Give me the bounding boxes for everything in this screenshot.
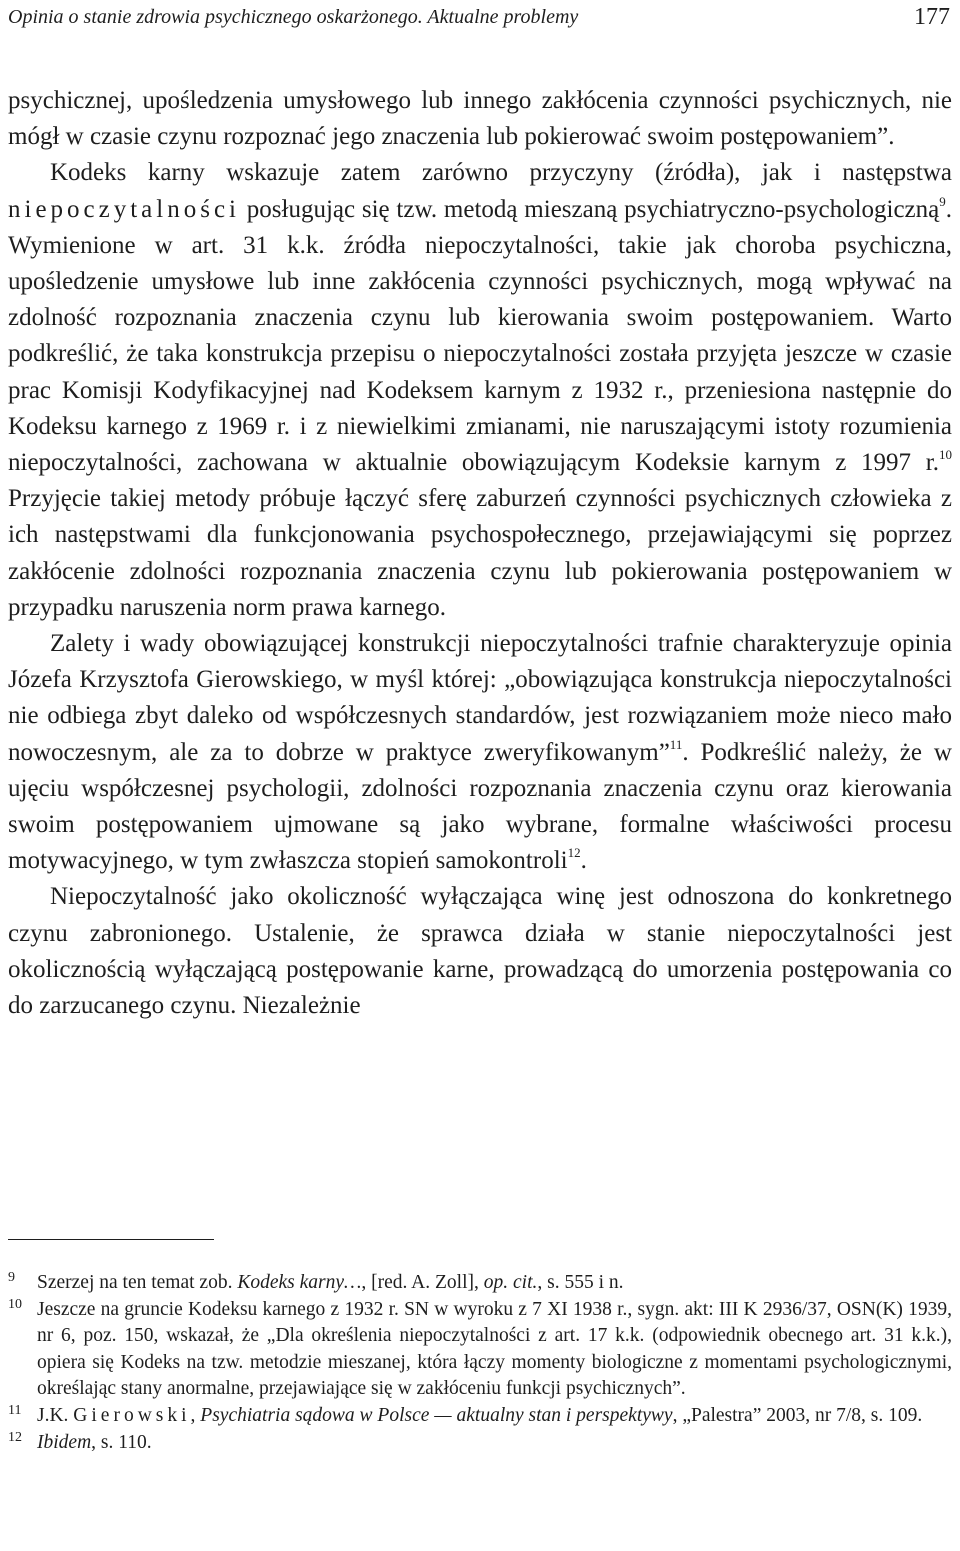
footnote-9-text-a: Szerzej na ten temat zob. (37, 1272, 238, 1293)
footnote-ref-10[interactable]: 10 (939, 447, 952, 463)
paragraph-3-text-b: . Podkreślić należy, że w ujęciu współczesnej psychologii, zdolności rozpoznania znaczenia czynu oraz kierowania swoim postępowaniem ujmowane są jako wybrane, formalne właściwości procesu motywacyjnego, w tym zwłaszcza stopień samokontroli (8, 738, 952, 875)
footnote-11-text-c: , „Palestra” 2003, nr 7/8, s. 109. (672, 1404, 923, 1426)
footnote-10 (8, 1297, 952, 1403)
paragraph-2-text-b: posługując się tzw. metodą mieszaną psychiatryczno-psychologiczną (240, 195, 940, 223)
footnote-11 (8, 1403, 952, 1430)
footnote-11-work-title: Psychiatria sądowa w Polsce — aktualny stan i perspektywy (200, 1404, 673, 1426)
paragraph-1 (8, 83, 952, 155)
footnote-ref-9[interactable]: 9 (939, 193, 946, 209)
paragraph-1-text: psychicznej, upośledzenia umysłowego lub innego zakłócenia czynności psychicznych, nie mógł w czasie czynu rozpoznać jego znaczenia lub pokierować swoim postępowaniem”. (8, 87, 952, 151)
paragraph-3 (8, 626, 952, 879)
paragraph-4 (8, 879, 952, 1024)
footnote-text (37, 1272, 624, 1293)
paragraph-2-text-a: Kodeks karny wskazuje zatem zarówno przyczyny (źródła), jak i następstwa (50, 159, 952, 187)
footnote-text (37, 1405, 922, 1426)
footnote-9-op-cit: op. cit. (483, 1272, 538, 1293)
footnote-12-text-a: , s. 110. (91, 1431, 152, 1453)
footnote-12-ibidem: Ibidem (37, 1431, 92, 1453)
footnote-12 (8, 1430, 952, 1457)
footnote-number: 9 (8, 1270, 15, 1285)
body-text (8, 83, 952, 1024)
footnote-text: Jeszcze na gruncie Kodeksu karnego z 1932 r. SN w wyroku z 7 XI 1938 r., sygn. akt: III K 2936/37, OSN(K) 1939, nr 6, poz. 150, wskazał, że „Dla określenia niepoczytalności z art. 17 k.k. (odpowiednik obecnego art. 31 k.k.), opiera się Kodeks na tzw. metodzie mieszanej, która łączy momenty biologiczne z momentami psychologicznymi, określając stany anormalne, przejawiające się w zakłóceniu funkcji psychicznych”. (37, 1298, 952, 1400)
footnote-ref-12[interactable]: 12 (567, 845, 581, 861)
footnote-9 (8, 1270, 952, 1297)
paragraph-2-text-d: Przyjęcie takiej metody próbuje łączyć sferę zaburzeń czynności psychicznych człowieka z ich następstwami dla funkcjonowania psychospołecznego, przejawiającymi się poprzez zakłócenie zdolności rozpoznania znaczenia czynu lub pokierowania postępowaniem w przypadku naruszenia norm prawa karnego. (8, 485, 952, 621)
footnote-11-author: Gierowski (73, 1404, 191, 1426)
footnote-number: 11 (8, 1402, 22, 1418)
paragraph-2-text-c: . Wymienione w art. 31 k.k. źródła niepoczytalności, takie jak choroba psychiczna, upośledzenie umysłowe lub inne zakłócenia czynności psychicznych, mogą wpływać na zdolność rozpoznania znaczenia czynu lub kierowania swoim postępowaniem. Warto podkreślić, że taka konstrukcja przepisu o niepoczytalności została przyjęta jeszcze w czasie prac Komisji Kodyfikacyjnej nad Kodeksem karnym z 1932 r., przeniesiona następnie do Kodeksu karnego z 1969 r. i z niewielkimi zmianami, nie naruszającymi istoty rozumienia niepoczytalności, zachowana w aktualnie obowiązującym Kodeksie karnym z 1997 r. (8, 195, 952, 477)
paragraph-2 (8, 155, 952, 626)
footnote-9-citation-title: Kodeks karny… (237, 1272, 362, 1293)
footnote-9-text-b: , [red. A. Zoll], (361, 1272, 484, 1293)
footnote-text (37, 1432, 152, 1453)
paragraph-3-text-c: . (580, 847, 587, 875)
spaced-term: niepoczytalności (8, 195, 240, 223)
paragraph-3-text-a: Zalety i wady obowiązującej konstrukcji niepoczytalności trafnie charakteryzuje opinia Józefa Krzysztofa Gierowskiego, w myśl której: „obowiązująca konstrukcja niepoczytalności nie odbiega zbyt daleko od współczesnych standardów, jest rozwiązaniem może nieco mało nowoczesnym, ale za to dobrze w praktyce zweryfikowanym” (8, 630, 952, 766)
running-title: Opinia o stanie zdrowia psychicznego oskarżonego. Aktualne problemy (8, 6, 579, 28)
paragraph-4-text: Niepoczytalność jako okoliczność wyłączająca winę jest odnoszona do konkretnego czynu zabronionego. Ustalenie, że sprawca działa w stanie niepoczytalności jest okolicznością wyłączającą postępowanie karne, prowadzącą do umorzenia postępowania co do zarzucanego czynu. Niezależnie (8, 883, 952, 1020)
footnote-ref-11[interactable]: 11 (669, 736, 683, 752)
footnotes (8, 1270, 952, 1456)
footnote-11-text-b: , (190, 1404, 201, 1426)
footnote-number: 10 (8, 1296, 22, 1312)
footnote-9-text-c: , s. 555 i n. (537, 1272, 624, 1293)
page-number: 177 (914, 4, 950, 30)
running-header (8, 4, 952, 30)
footnote-11-text-a: J.K. (37, 1404, 74, 1426)
footnote-divider (8, 1239, 214, 1240)
footnote-number: 12 (8, 1429, 22, 1445)
